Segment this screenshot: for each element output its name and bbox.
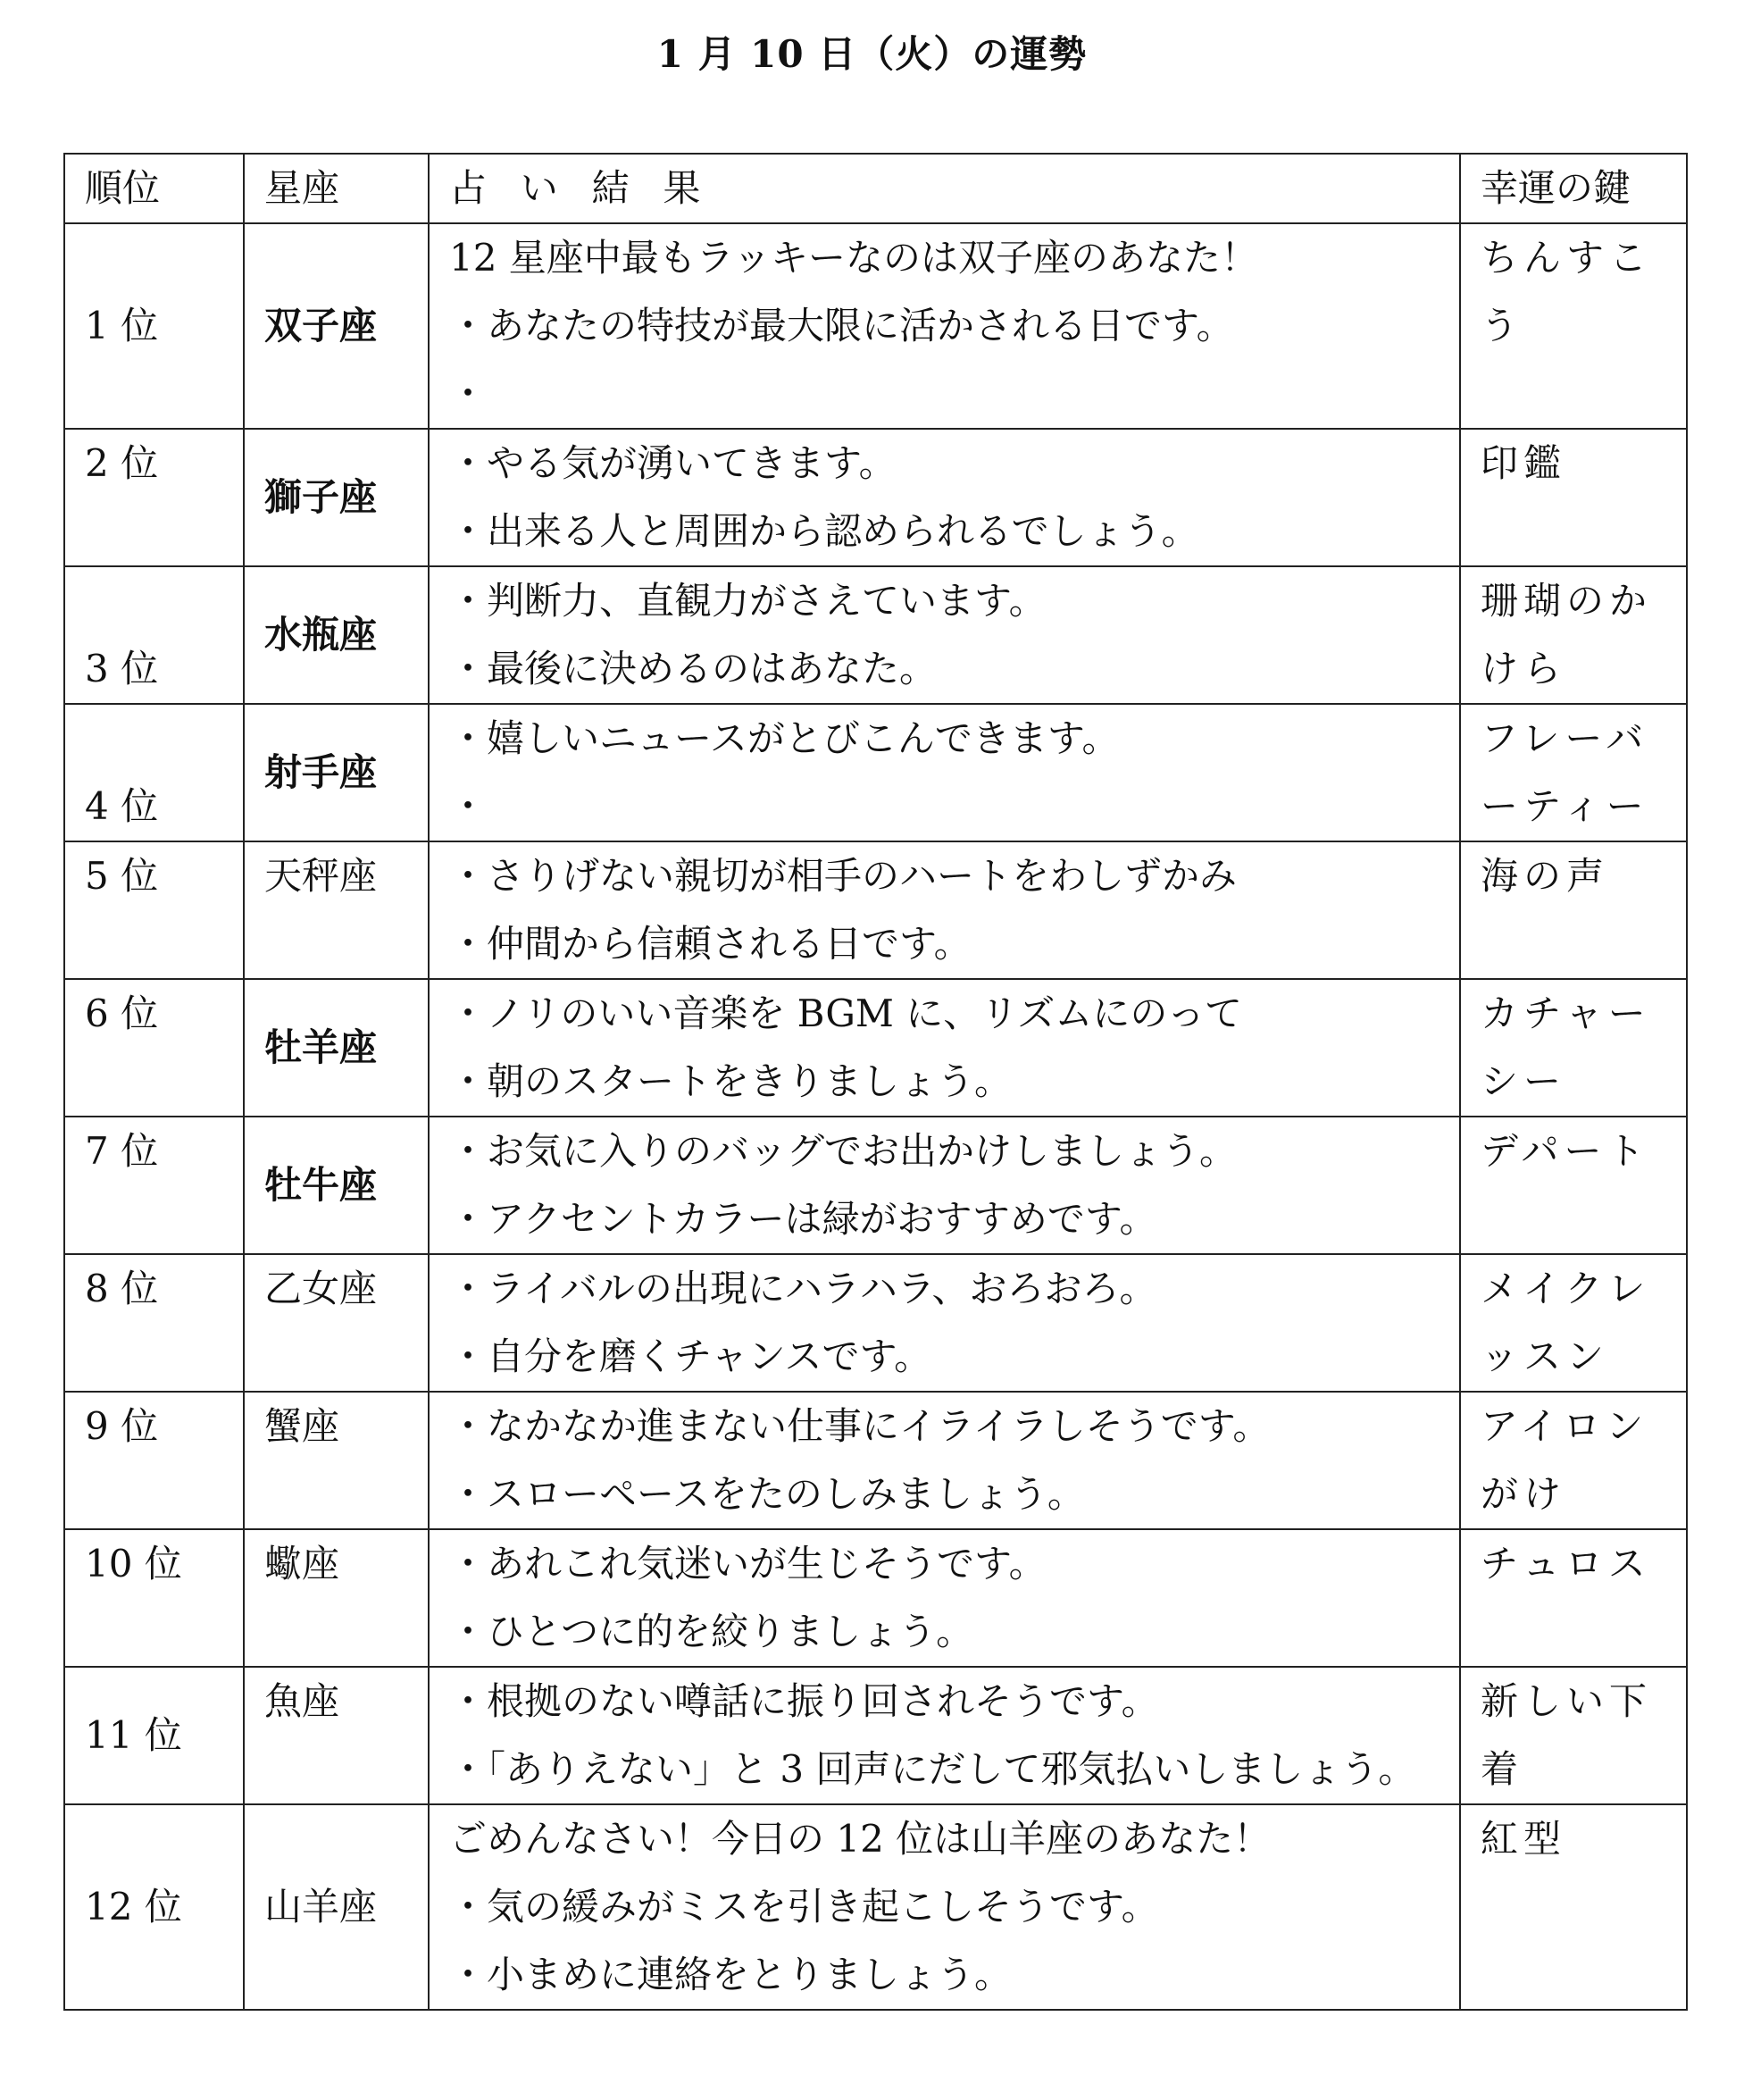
table-row [64, 1804, 1687, 2010]
result-line: ・根拠のない噂話に振り回されそうです。 [449, 1679, 1159, 1723]
sign-cell: 蠍座 [244, 1529, 429, 1667]
lucky-key-cell: 印鑑 [1460, 429, 1687, 566]
result-line: 12 星座中最もラッキーなのは双子座のあなた！ [449, 236, 1258, 280]
lucky-key-cell: 新しい下着 [1460, 1667, 1687, 1804]
result-line: ・最後に決めるのはあなた。 [449, 647, 938, 690]
result-line: ・自分を磨くチャンスです。 [449, 1334, 932, 1378]
table-row [64, 841, 1687, 979]
lucky-key-cell: カチャーシー [1460, 979, 1687, 1117]
page-title: 1 月 10 日（火）の運勢 [656, 32, 1088, 76]
lucky-key-cell: ちんすこう [1460, 223, 1687, 429]
result-cell [429, 704, 1460, 841]
rank-cell: 7 位 [64, 1117, 244, 1254]
result-line: ごめんなさい！今日の 12 位は山羊座のあなた！ [449, 1817, 1272, 1861]
result-line: ・「ありえない」と 3 回声にだして邪気払いしましょう。 [449, 1747, 1416, 1791]
rank-cell: 5 位 [64, 841, 244, 979]
result-line: ・やる気が湧いてきます。 [449, 441, 897, 485]
result-line: ・出来る人と周囲から認められるでしょう。 [449, 509, 1199, 553]
result-cell [429, 1529, 1460, 1667]
lucky-key-cell: デパート [1460, 1117, 1687, 1254]
rank-cell: 8 位 [64, 1254, 244, 1392]
rank-cell: 9 位 [64, 1392, 244, 1529]
result-cell [429, 1392, 1460, 1529]
table-row [64, 1254, 1687, 1392]
result-line: ・あれこれ気迷いが生じそうです。 [449, 1542, 1047, 1585]
result-line: ・ [449, 372, 488, 415]
sign-cell: 射手座 [244, 704, 429, 841]
result-line: ・スローペースをたのしみましょう。 [449, 1472, 1085, 1516]
header-rank: 順位 [64, 154, 244, 223]
header-result: 占い結果 [429, 154, 1460, 223]
result-cell [429, 979, 1460, 1117]
table-row [64, 429, 1687, 566]
result-line: ・お気に入りのバッグでお出かけしましょう。 [449, 1129, 1238, 1173]
sign-cell: 魚座 [244, 1667, 429, 1804]
rank-cell: 12 位 [64, 1804, 244, 2010]
table-row [64, 1667, 1687, 1804]
result-cell [429, 429, 1460, 566]
result-line: ・なかなか進まない仕事にイライラしそうです。 [449, 1404, 1271, 1448]
lucky-key-cell: メイクレッスン [1460, 1254, 1687, 1392]
table-row [64, 704, 1687, 841]
header-sign: 星座 [244, 154, 429, 223]
sign-cell: 獅子座 [244, 429, 429, 566]
rank-cell: 1 位 [64, 223, 244, 429]
sign-cell: 双子座 [244, 223, 429, 429]
sign-cell: 山羊座 [244, 1804, 429, 2010]
sign-cell: 牡牛座 [244, 1117, 429, 1254]
lucky-key-cell: チュロス [1460, 1529, 1687, 1667]
result-line: ・あなたの特技が最大限に活かされる日です。 [449, 304, 1234, 347]
table-row [64, 1117, 1687, 1254]
sign-cell: 蟹座 [244, 1392, 429, 1529]
header-lucky-key: 幸運の鍵 [1460, 154, 1687, 223]
rank-cell: 4 位 [64, 704, 244, 841]
rank-cell: 2 位 [64, 429, 244, 566]
result-line: ・判断力、直観力がさえています。 [449, 579, 1047, 623]
result-line: ・ライバルの出現にハラハラ、おろおろ。 [449, 1267, 1157, 1310]
result-cell [429, 566, 1460, 704]
result-line: ・嬉しいニュースがとびこんできます。 [449, 716, 1120, 760]
result-line: ・気の緩みがミスを引き起こしそうです。 [449, 1885, 1159, 1928]
result-cell [429, 1254, 1460, 1392]
result-cell [429, 841, 1460, 979]
lucky-key-cell: 紅型 [1460, 1804, 1687, 2010]
table-row [64, 1529, 1687, 1667]
table-row [64, 979, 1687, 1117]
result-line: ・仲間から信頼される日です。 [449, 922, 972, 966]
sign-cell: 乙女座 [244, 1254, 429, 1392]
result-line: ・ノリのいい音楽を BGM に、リズムにのって [449, 991, 1242, 1035]
lucky-key-cell: 海の声 [1460, 841, 1687, 979]
rank-cell: 6 位 [64, 979, 244, 1117]
lucky-key-cell: アイロンがけ [1460, 1392, 1687, 1529]
sign-cell: 水瓶座 [244, 566, 429, 704]
result-cell [429, 223, 1460, 429]
header-row [64, 154, 1687, 223]
result-cell [429, 1117, 1460, 1254]
table-row [64, 223, 1687, 429]
table-row [64, 566, 1687, 704]
sign-cell: 天秤座 [244, 841, 429, 979]
result-line: ・アクセントカラーは緑がおすすめです。 [449, 1197, 1157, 1241]
rank-cell: 11 位 [64, 1667, 244, 1804]
table-row [64, 1392, 1687, 1529]
result-line: ・ひとつに的を絞りましょう。 [449, 1610, 974, 1653]
sign-cell: 牡羊座 [244, 979, 429, 1117]
fortune-table [63, 153, 1688, 2011]
rank-cell: 3 位 [64, 566, 244, 704]
result-cell [429, 1667, 1460, 1804]
result-line: ・朝のスタートをきりましょう。 [449, 1059, 1013, 1103]
lucky-key-cell: フレーバーティー [1460, 704, 1687, 841]
result-line: ・小まめに連絡をとりましょう。 [449, 1953, 1013, 1996]
result-cell [429, 1804, 1460, 2010]
lucky-key-cell: 珊瑚のかけら [1460, 566, 1687, 704]
rank-cell: 10 位 [64, 1529, 244, 1667]
result-line: ・さりげない親切が相手のハートをわしずかみ [449, 854, 1238, 898]
result-line: ・ [449, 784, 488, 828]
